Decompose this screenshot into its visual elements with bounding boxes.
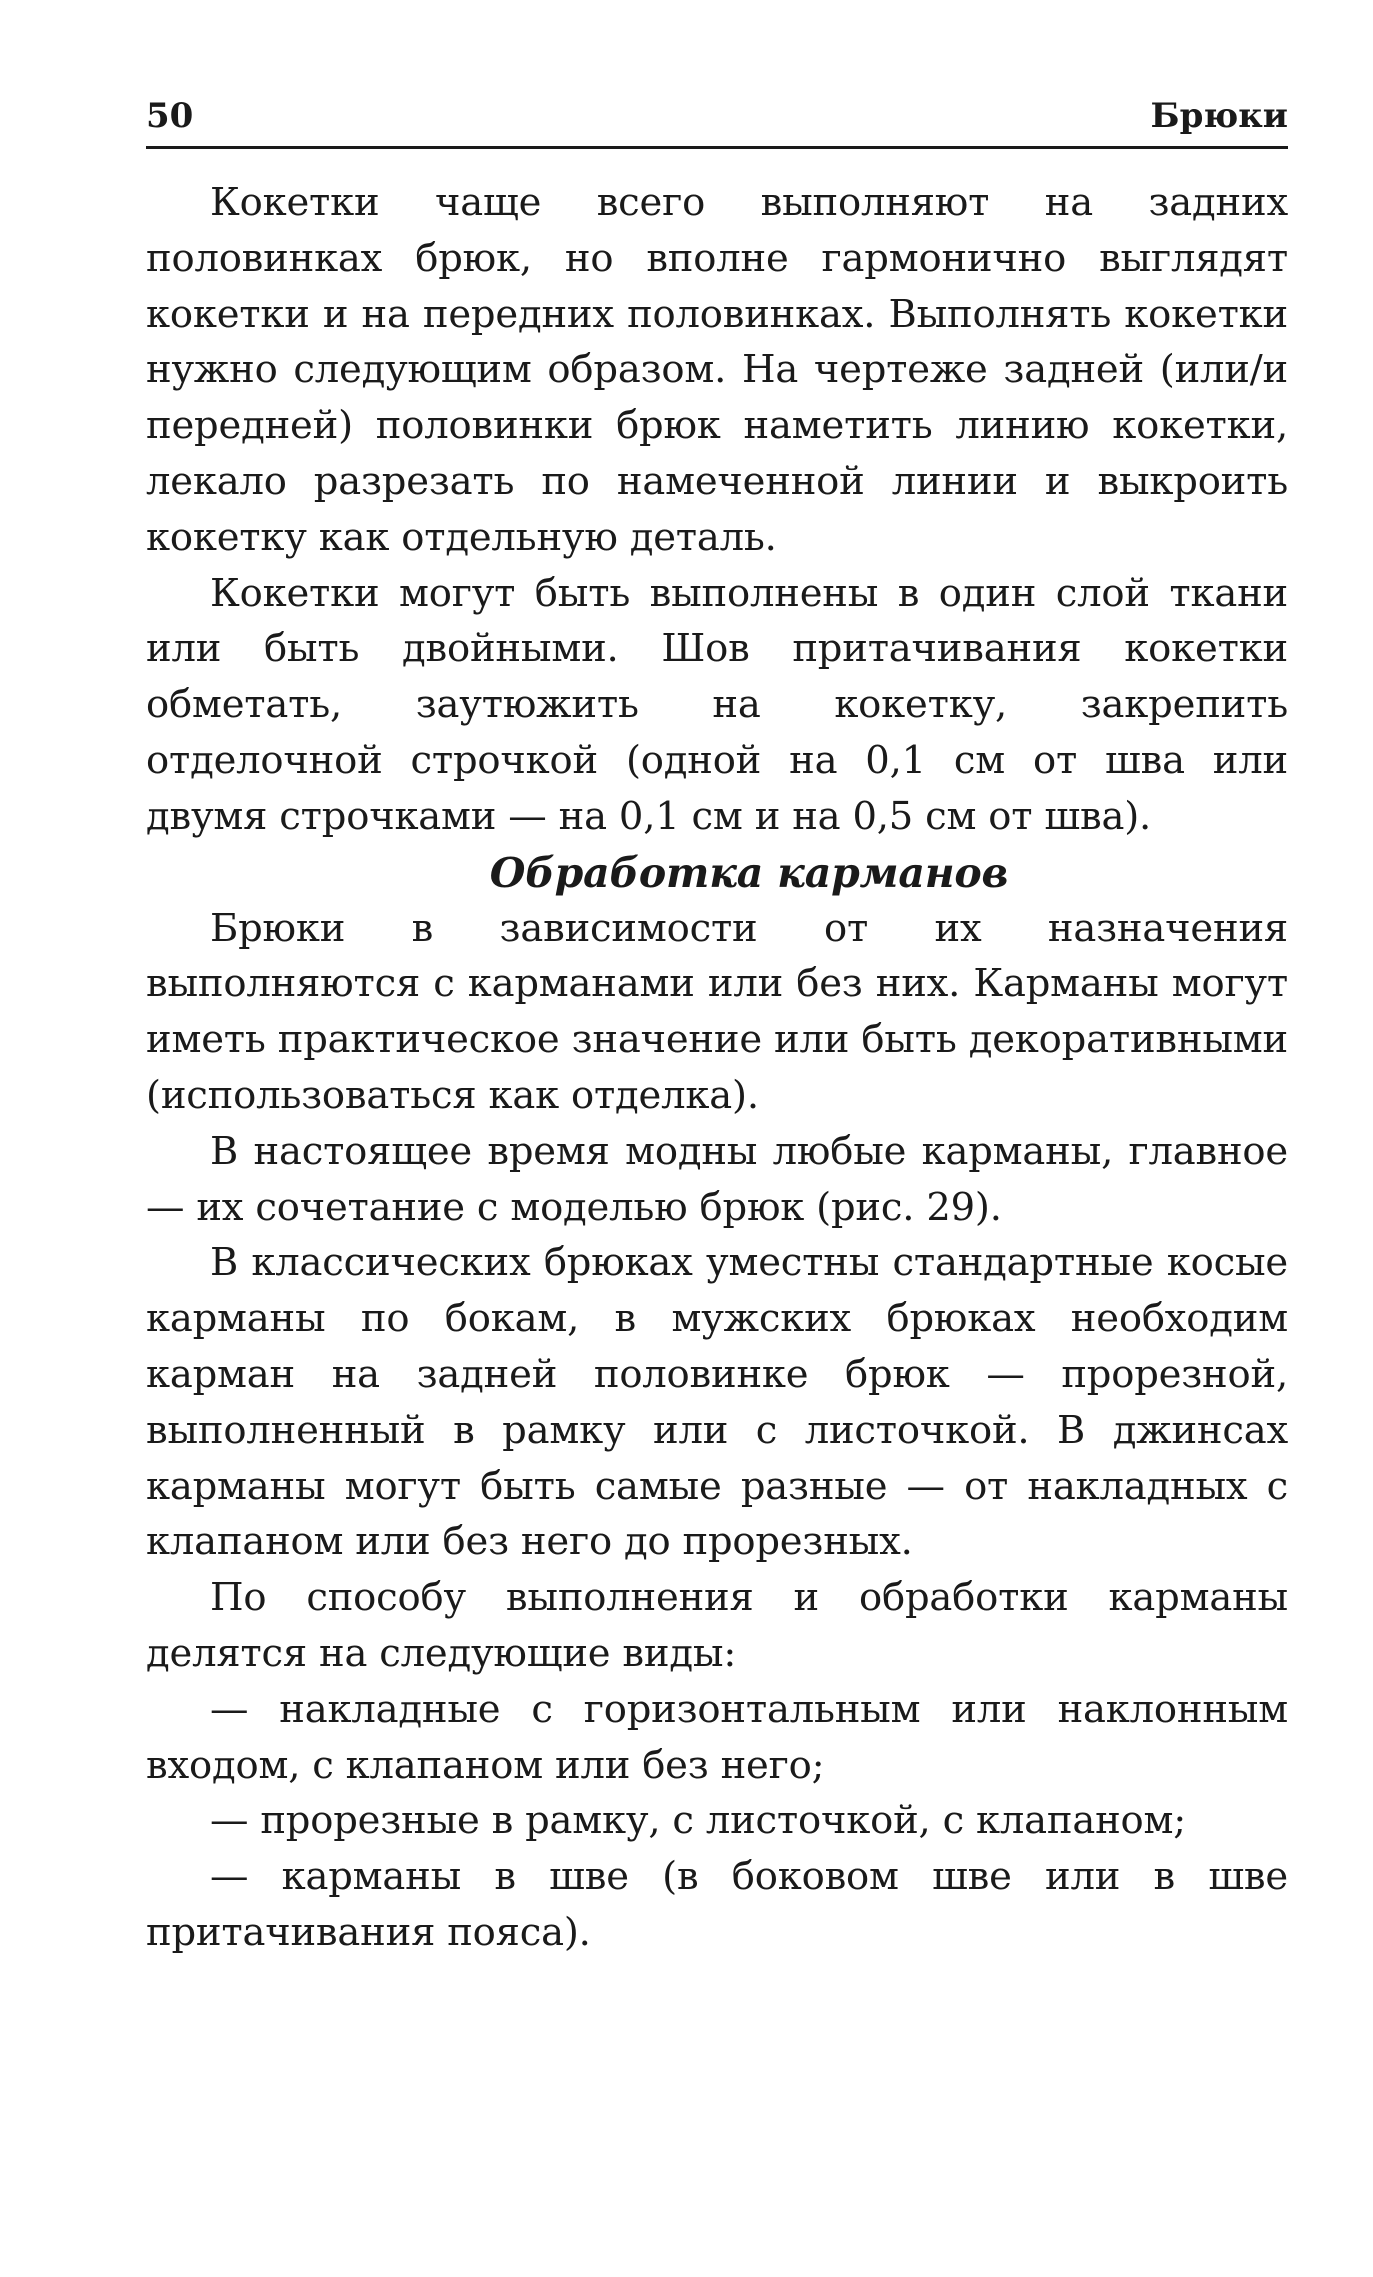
- list-item: — карманы в шве (в боковом шве или в шве притачивания пояса).: [146, 1854, 1288, 1955]
- book-page: [146, 96, 1288, 1961]
- paragraph: Кокетки могут быть выполнены в один слой ткани или быть двойными. Шов притачивания кокетки обметать, заутюжить на кокетку, закрепить отделочной строчкой (одной на 0,1 см от шва или двумя строчками — на 0,1 см и на 0,5 см от шва).: [146, 570, 1288, 839]
- paragraph: Брюки в зависимости от их назначения выполняются с карманами или без них. Карманы могут иметь практическое значение или быть декоративными (использоваться как отделка).: [146, 905, 1288, 1118]
- page-body: [146, 175, 1288, 1961]
- section-title: Обработка карманов: [489, 848, 1009, 897]
- running-head: [146, 96, 1288, 149]
- list-item: — прорезные в рамку, с листочкой, с клапаном;: [210, 1798, 1187, 1844]
- paragraph: Кокетки чаще всего выполняют на задних половинках брюк, но вполне гармонично выглядят кокетки и на передних половинках. Выполнять кокетки нужно следующим образом. На чертеже задней (или/и передней) половинки брюк наметить линию кокетки, лекало разрезать по намеченной линии и выкроить кокетку как отдельную деталь.: [146, 180, 1288, 560]
- paragraph: По способу выполнения и обработки карманы делятся на следующие виды:: [146, 1575, 1288, 1676]
- paragraph: В классических брюках уместны стандартные косые карманы по бокам, в мужских брюках необходим карман на задней половинке брюк — прорезной, выполненный в рамку или с листочкой. В джинсах карманы могут быть самые разные — от накладных с клапаном или без него до прорезных.: [146, 1240, 1288, 1565]
- list-item: — накладные с горизонтальным или наклонным входом, с клапаном или без него;: [146, 1686, 1288, 1788]
- page-number: 50: [146, 96, 194, 136]
- running-title: Брюки: [1150, 96, 1288, 136]
- paragraph: В настоящее время модны любые карманы, главное — их сочетание с моделью брюк (рис. 29).: [146, 1128, 1288, 1230]
